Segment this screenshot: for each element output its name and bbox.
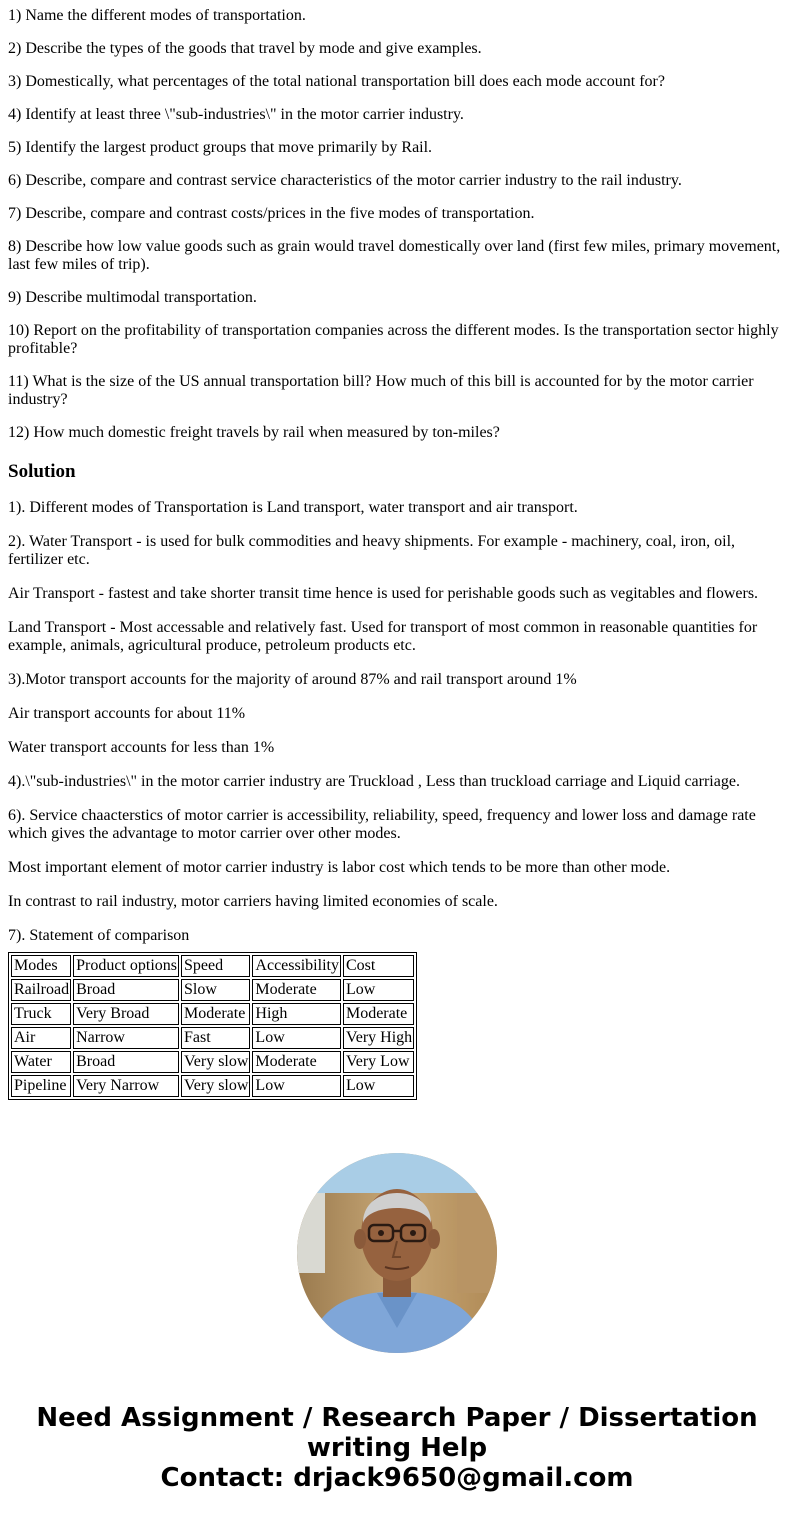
table-cell: Moderate xyxy=(252,979,341,1001)
table-row xyxy=(11,1027,414,1049)
answer-6-contrast: In contrast to rail industry, motor carriers having limited economies of scale. xyxy=(8,893,498,910)
table-cell: Truck xyxy=(11,1003,71,1025)
table-cell: Air xyxy=(11,1027,71,1049)
question-8: 8) Describe how low value goods such as grain would travel domestically over land (first few miles, primary movement, last few miles of trip). xyxy=(8,238,781,273)
table-row xyxy=(11,1051,414,1073)
promo-banner xyxy=(0,1403,794,1493)
table-cell: Water xyxy=(11,1051,71,1073)
question-2: 2) Describe the types of the goods that travel by mode and give examples. xyxy=(8,40,482,57)
table-cell: Railroad xyxy=(11,979,71,1001)
answer-6: 6). Service chaacterstics of motor carrier is accessibility, reliability, speed, frequency and lower loss and damage rate which gives the advantage to motor carrier over other modes. xyxy=(8,807,756,842)
table-cell: Very Broad xyxy=(73,1003,179,1025)
answer-3-water: Water transport accounts for less than 1% xyxy=(8,739,275,756)
comparison-table xyxy=(8,952,417,1100)
author-photo xyxy=(297,1153,497,1353)
table-cell: Broad xyxy=(73,1051,179,1073)
table-header-cell: Speed xyxy=(181,955,250,977)
table-cell: Slow xyxy=(181,979,250,1001)
answer-3-air: Air transport accounts for about 11% xyxy=(8,705,246,722)
table-header-cell: Accessibility xyxy=(252,955,341,977)
table-row xyxy=(11,1075,414,1097)
answer-3-motor: 3).Motor transport accounts for the majority of around 87% and rail transport around 1% xyxy=(8,671,577,688)
answer-7-heading: 7). Statement of comparison xyxy=(8,927,190,944)
table-cell: Fast xyxy=(181,1027,250,1049)
question-4: 4) Identify at least three \"sub-industries\" in the motor carrier industry. xyxy=(8,106,464,123)
table-cell: Low xyxy=(252,1075,341,1097)
table-row xyxy=(11,1003,414,1025)
answers-section xyxy=(8,499,786,945)
question-12: 12) How much domestic freight travels by rail when measured by ton-miles? xyxy=(8,424,500,441)
promo-contact: Contact: drjack9650@gmail.com xyxy=(160,1463,634,1493)
answer-2-air: Air Transport - fastest and take shorter transit time hence is used for perishable goods such as vegitables and flowers. xyxy=(8,585,759,602)
table-cell: Very Narrow xyxy=(73,1075,179,1097)
table-cell: Low xyxy=(343,1075,414,1097)
table-cell: Narrow xyxy=(73,1027,179,1049)
table-header-cell: Cost xyxy=(343,955,414,977)
question-7: 7) Describe, compare and contrast costs/prices in the five modes of transportation. xyxy=(8,205,535,222)
table-cell: High xyxy=(252,1003,341,1025)
table-cell: Moderate xyxy=(252,1051,341,1073)
question-6: 6) Describe, compare and contrast service characteristics of the motor carrier industry to the rail industry. xyxy=(8,172,682,189)
answer-6-labor: Most important element of motor carrier industry is labor cost which tends to be more than other mode. xyxy=(8,859,671,876)
table-cell: Broad xyxy=(73,979,179,1001)
questions-section xyxy=(8,7,786,442)
table-cell: Very Low xyxy=(343,1051,414,1073)
answer-2-water: 2). Water Transport - is used for bulk commodities and heavy shipments. For example - machinery, coal, iron, oil, fertilizer etc. xyxy=(8,533,736,568)
portrait-illustration xyxy=(297,1153,497,1353)
promo-line-1: Need Assignment / Research Paper / Dissertation xyxy=(36,1403,758,1433)
answer-1: 1). Different modes of Transportation is Land transport, water transport and air transport. xyxy=(8,499,578,516)
table-cell: Very slow xyxy=(181,1051,250,1073)
table-cell: Low xyxy=(252,1027,341,1049)
table-cell: Pipeline xyxy=(11,1075,71,1097)
question-5: 5) Identify the largest product groups that move primarily by Rail. xyxy=(8,139,433,156)
question-9: 9) Describe multimodal transportation. xyxy=(8,289,257,306)
table-header-row xyxy=(11,955,414,977)
question-11: 11) What is the size of the US annual transportation bill? How much of this bill is accounted for by the motor carrier industry? xyxy=(8,373,754,408)
question-10: 10) Report on the profitability of transportation companies across the different modes. Is the transportation sector highly profitable? xyxy=(8,322,779,357)
answer-2-land: Land Transport - Most accessable and relatively fast. Used for transport of most common in reasonable quantities for example, animals, agricultural produce, petroleum products etc. xyxy=(8,619,758,654)
question-3: 3) Domestically, what percentages of the total national transportation bill does each mode account for? xyxy=(8,73,665,90)
table-cell: Moderate xyxy=(181,1003,250,1025)
table-cell: Very High xyxy=(343,1027,414,1049)
table-header-cell: Modes xyxy=(11,955,71,977)
table-row xyxy=(11,979,414,1001)
answer-4: 4).\"sub-industries\" in the motor carrier industry are Truckload , Less than truckload carriage and Liquid carriage. xyxy=(8,773,740,790)
solution-heading: Solution xyxy=(8,461,76,482)
question-1: 1) Name the different modes of transportation. xyxy=(8,7,306,24)
table-cell: Very slow xyxy=(181,1075,250,1097)
table-cell: Low xyxy=(343,979,414,1001)
table-header-cell: Product options xyxy=(73,955,179,977)
table-cell: Moderate xyxy=(343,1003,414,1025)
promo-line-2: writing Help xyxy=(306,1433,488,1463)
